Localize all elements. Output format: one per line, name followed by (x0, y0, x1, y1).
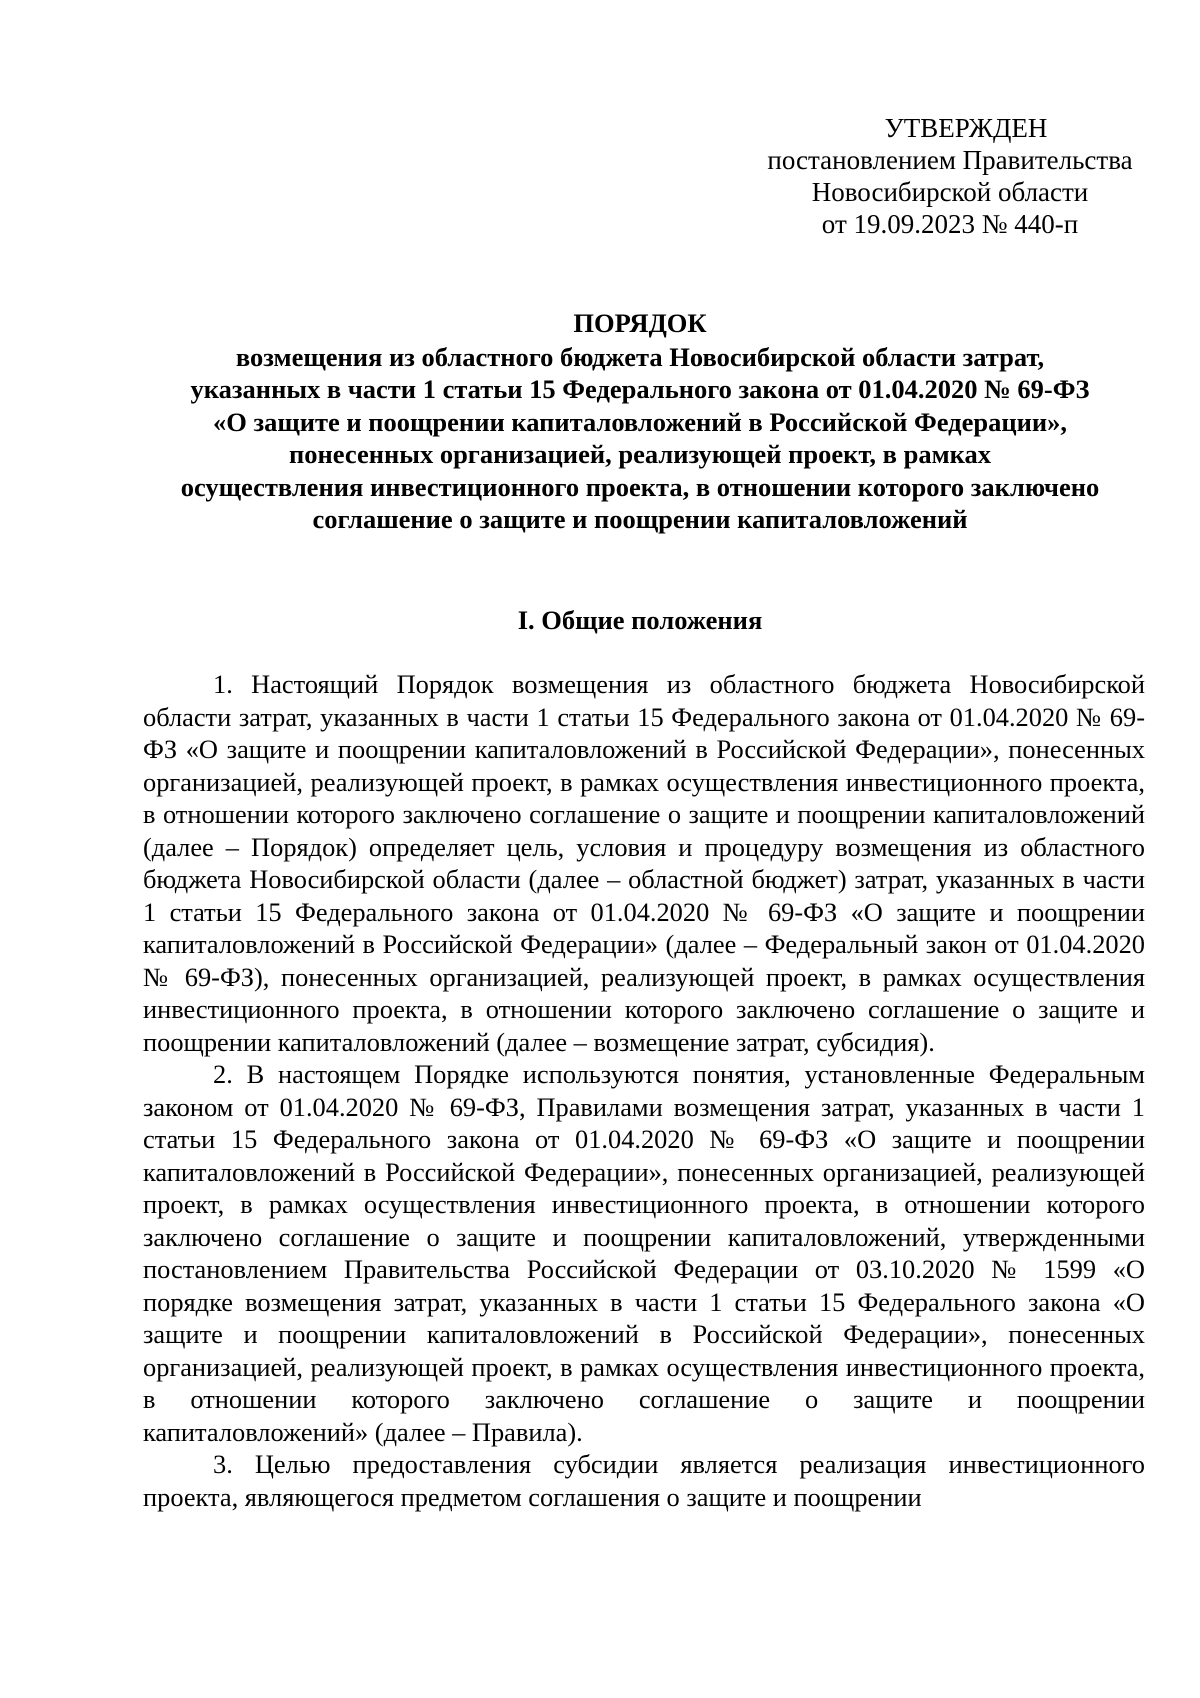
approval-line-region: Новосибирской области (811, 177, 1089, 207)
document-body (143, 668, 1145, 1513)
approval-stamp (740, 112, 1160, 240)
section-heading: I. Общие положения (517, 605, 763, 635)
title-line: соглашение о защите и поощрении капиталовложений (312, 504, 968, 534)
document-title (130, 307, 1150, 536)
document-heading: ПОРЯДОК (573, 308, 707, 338)
title-line: указанных в части 1 статьи 15 Федерального закона от 01.04.2020 № 69-ФЗ (190, 374, 1090, 404)
paragraph-3: 3. Целью предоставления субсидии является реализация инвестиционного проекта, являющегося предметом соглашения о защите и поощрении (143, 1449, 1145, 1512)
approval-line-issuer: постановлением Правительства (767, 145, 1133, 175)
paragraph-2: 2. В настоящем Порядке используются понятия, установленные Федеральным законом от 01.04.2020 № 69-ФЗ, Правилами возмещения затрат, указанных в части 1 статьи 15 Федерального закона от 01.04.2020 № 69-ФЗ «О защите и поощрении капиталовложений в Российской Федерации», понесенных организацией, реализующей проект, в рамках осуществления инвестиционного проекта, в отношении которого заключено соглашение о защите и поощрении капиталовложений, утвержденными постановлением Правительства Российской Федерации от 03.10.2020 № 1599 «О порядке возмещения затрат, указанных в части 1 статьи 15 Федерального закона «О защите и поощрении капиталовложений в Российской Федерации», понесенных организацией, реализующей проект, в рамках осуществления инвестиционного проекта, в отношении которого заключено соглашение о защите и поощрении капиталовложений» (далее – Правила). (143, 1059, 1145, 1447)
title-line: «О защите и поощрении капиталовложений в Российской Федерации», (212, 406, 1068, 437)
approval-line-date-number: от 19.09.2023 № 440-п (821, 209, 1079, 239)
title-line: понесенных организацией, реализующей проект, в рамках (289, 439, 991, 469)
title-line: осуществления инвестиционного проекта, в отношении которого заключено (180, 471, 1100, 502)
approval-heading: УТВЕРЖДЕН (884, 113, 1048, 143)
title-line: возмещения из областного бюджета Новосибирской области затрат, (235, 341, 1045, 372)
paragraph-1: 1. Настоящий Порядок возмещения из областного бюджета Новосибирской области затрат, указанных в части 1 статьи 15 Федерального закона от 01.04.2020 № 69-ФЗ «О защите и поощрении капиталовложений в Российской Федерации», понесенных организацией, реализующей проект, в рамках осуществления инвестиционного проекта, в отношении которого заключено соглашение о защите и поощрении капиталовложений (далее – Порядок) определяет цель, условия и процедуру возмещения из областного бюджета Новосибирской области (далее – областной бюджет) затрат, указанных в части 1 статьи 15 Федерального закона от 01.04.2020 № 69-ФЗ «О защите и поощрении капиталовложений в Российской Федерации» (далее – Федеральный закон от 01.04.2020 № 69-ФЗ), понесенных организацией, реализующей проект, в рамках осуществления инвестиционного проекта, в отношении которого заключено соглашение о защите и поощрении капиталовложений (далее – возмещение затрат, субсидия). (143, 669, 1145, 1057)
